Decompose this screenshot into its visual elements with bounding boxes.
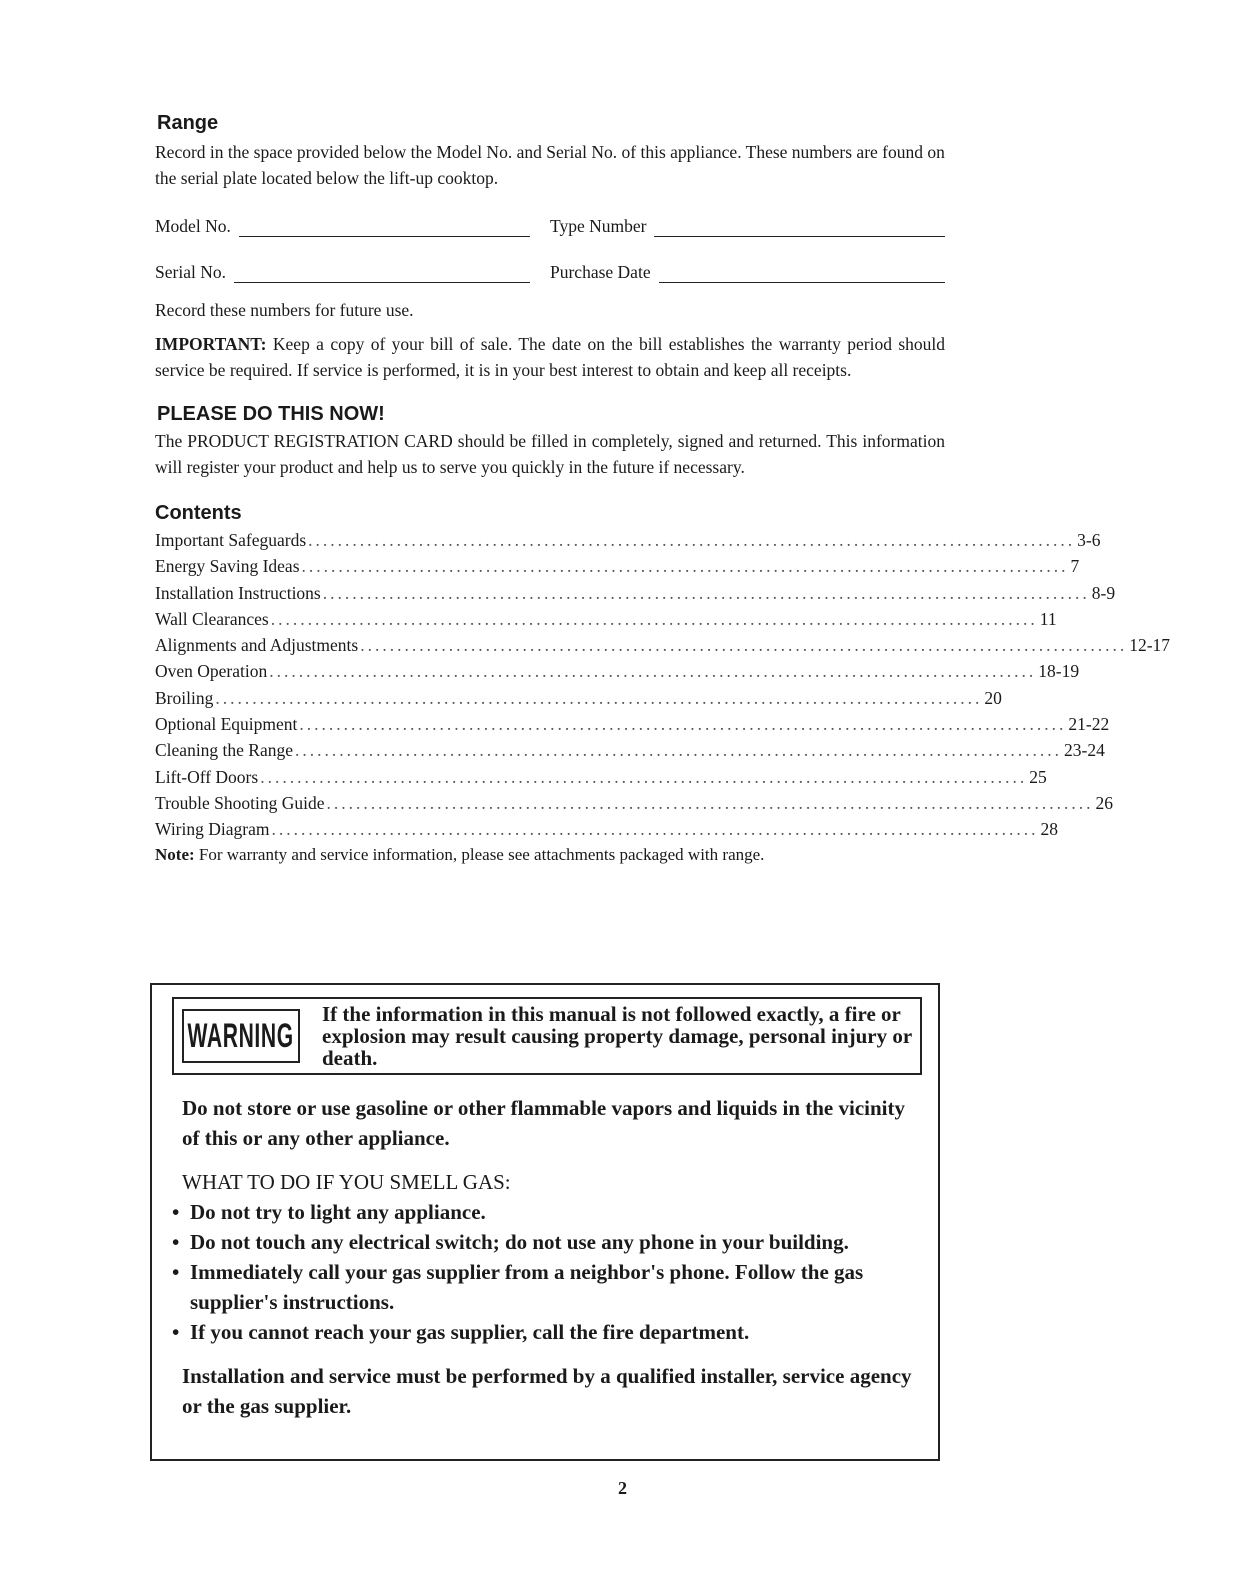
type-label: Type Number	[550, 216, 647, 236]
bullet-icon: •	[172, 1260, 180, 1284]
type-field	[550, 216, 945, 237]
warning-logo	[182, 1009, 300, 1063]
toc-title: Lift-Off Doors	[155, 766, 259, 787]
toc-page: 12-17	[1129, 635, 1171, 656]
toc-title: Installation Instructions	[155, 582, 321, 603]
toc-page: 21-22	[1068, 714, 1110, 735]
important-paragraph	[155, 331, 945, 383]
gas-heading: WHAT TO DO IF YOU SMELL GAS:	[182, 1170, 511, 1194]
purchase-label: Purchase Date	[550, 262, 651, 282]
toc-leader: ........................................................................................................	[269, 661, 1037, 682]
toc-row	[155, 790, 1114, 816]
toc-leader: ........................................................................................................	[299, 714, 1067, 735]
model-field	[155, 216, 550, 237]
toc-title: Oven Operation	[155, 661, 268, 682]
list-item-text: Do not try to light any appliance.	[190, 1200, 486, 1224]
toc-title: Optional Equipment	[155, 714, 298, 735]
toc-title: Wiring Diagram	[155, 819, 270, 840]
range-intro: Record in the space provided below the Model No. and Serial No. of this appliance. These numbers are found on the serial plate located below the lift-up cooktop.	[155, 142, 945, 188]
toc-title: Important Safeguards	[155, 530, 307, 550]
list-item	[172, 1257, 922, 1317]
list-item-text: Do not touch any electrical switch; do not use any phone in your building.	[190, 1230, 849, 1254]
toc-row	[155, 764, 1047, 790]
serial-purchase-row	[155, 253, 945, 283]
toc-page: 28	[1040, 819, 1058, 840]
warning-box	[150, 983, 940, 1461]
toc-row	[155, 737, 1105, 763]
toc-leader: ........................................................................................................	[326, 792, 1094, 813]
manual-page	[155, 112, 1171, 867]
record-note: Record these numbers for future use.	[155, 300, 414, 320]
purchase-field	[550, 262, 945, 283]
toc-row	[155, 685, 1002, 711]
toc-leader: ........................................................................................................	[270, 608, 1038, 629]
toc-leader: ........................................................................................................	[295, 740, 1063, 761]
toc-leader: ........................................................................................................	[308, 530, 1076, 550]
gas-instructions	[172, 1197, 922, 1347]
warning-logo-text: WARNING	[187, 1016, 295, 1055]
toc-page: 26	[1095, 792, 1114, 813]
bullet-icon: •	[172, 1230, 180, 1254]
list-item	[172, 1317, 922, 1347]
toc-page: 7	[1070, 556, 1080, 577]
contents-list	[155, 527, 1171, 867]
toc-title: Broiling	[155, 687, 214, 708]
toc-page: 11	[1039, 608, 1057, 629]
purchase-blank-line	[659, 278, 945, 283]
toc-page: 23-24	[1064, 740, 1105, 761]
list-item	[172, 1227, 922, 1257]
list-item-text: If you cannot reach your gas supplier, call the fire department.	[190, 1320, 750, 1344]
toc-leader: ........................................................................................................	[360, 635, 1128, 656]
contents-heading: Contents	[155, 502, 242, 524]
storage-warning: Do not store or use gasoline or other flammable vapors and liquids in the vicinity of this or any other appliance.	[182, 1096, 905, 1150]
serial-label: Serial No.	[155, 262, 226, 282]
toc-title: Alignments and Adjustments	[155, 635, 359, 656]
toc-row	[155, 711, 1110, 737]
serial-blank-line	[234, 278, 530, 283]
toc-row	[155, 632, 1171, 658]
toc-title: Energy Saving Ideas	[155, 556, 300, 577]
please-heading: PLEASE DO THIS NOW!	[157, 403, 385, 425]
toc-title: Trouble Shooting Guide	[155, 792, 325, 813]
toc-page: 20	[984, 687, 1002, 708]
toc-page: 3-6	[1077, 530, 1101, 550]
list-item-text: Immediately call your gas supplier from a neighbor's phone. Follow the gas supplier's instructions.	[190, 1260, 864, 1314]
important-label: IMPORTANT:	[155, 334, 267, 354]
toc-row	[155, 527, 1101, 553]
toc-page: 8-9	[1091, 582, 1116, 603]
warning-body	[172, 1093, 922, 1421]
range-heading: Range	[157, 112, 219, 134]
page-number: 2	[618, 1478, 627, 1498]
toc-leader: ........................................................................................................	[301, 556, 1069, 577]
toc-row	[155, 606, 1057, 632]
toc-title: Wall Clearances	[155, 608, 269, 629]
toc-leader: ........................................................................................................	[260, 766, 1028, 787]
bullet-icon: •	[172, 1200, 180, 1224]
important-text: Keep a copy of your bill of sale. The date on the bill establishes the warranty period should service be required. If service is performed, it is in your best interest to obtain and keep all receipts.	[155, 334, 945, 380]
toc-row	[155, 553, 1080, 579]
warning-headline: If the information in this manual is not followed exactly, a fire or explosion may result causing property damage, personal injury or death.	[322, 1002, 912, 1070]
toc-row	[155, 658, 1080, 684]
warning-header	[172, 997, 922, 1075]
model-label: Model No.	[155, 216, 231, 236]
toc-row	[155, 816, 1058, 842]
toc-page: 18-19	[1038, 661, 1080, 682]
list-item	[172, 1197, 922, 1227]
toc-page: 25	[1029, 766, 1047, 787]
toc-leader: ........................................................................................................	[215, 687, 983, 708]
toc-leader: ........................................................................................................	[322, 582, 1090, 603]
serial-field	[155, 262, 550, 283]
contents-note	[155, 843, 945, 867]
model-type-row	[155, 207, 945, 237]
installation-note: Installation and service must be performed by a qualified installer, service agency or the gas supplier.	[182, 1364, 912, 1418]
toc-title: Cleaning the Range	[155, 740, 294, 761]
type-blank-line	[654, 232, 945, 237]
note-text: For warranty and service information, please see attachments packaged with range.	[198, 844, 765, 864]
note-label: Note:	[155, 844, 195, 864]
bullet-icon: •	[172, 1320, 180, 1344]
toc-leader: ........................................................................................................	[271, 819, 1039, 840]
model-blank-line	[239, 232, 530, 237]
toc-row	[155, 580, 1116, 606]
please-text: The PRODUCT REGISTRATION CARD should be filled in completely, signed and returned. This information will register your product and help us to serve you quickly in the future if necessary.	[155, 431, 945, 477]
